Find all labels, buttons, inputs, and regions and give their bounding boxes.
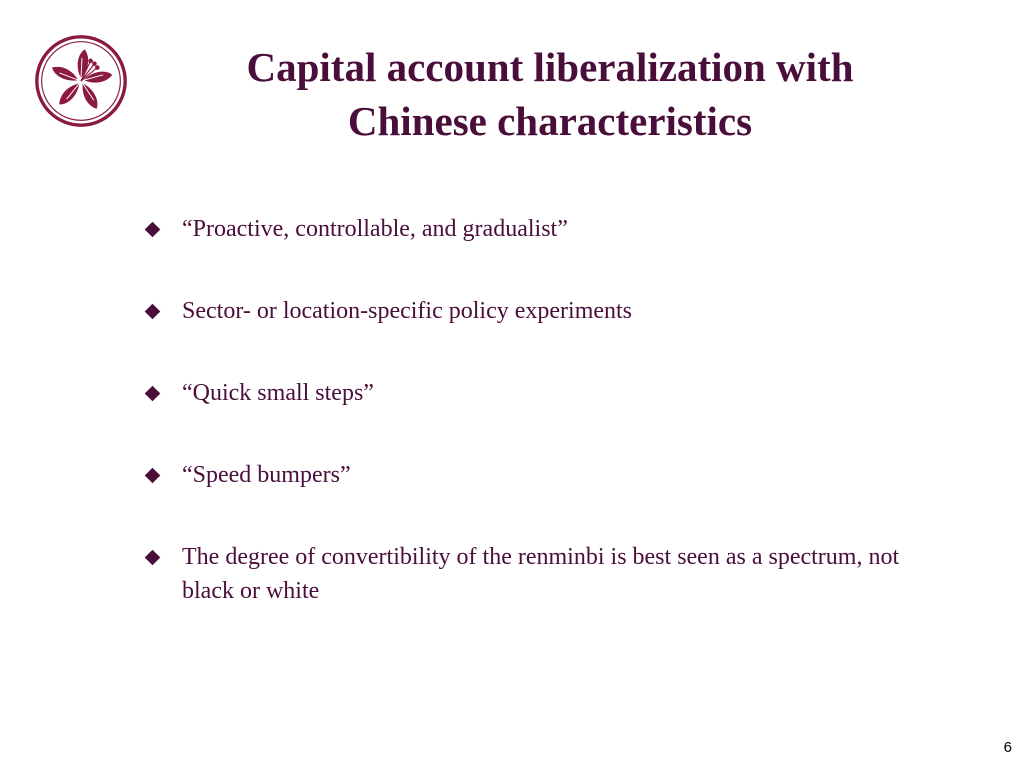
slide-title-line-1: Capital account liberalization with [246,44,854,90]
bullet-item [143,212,923,246]
bullet-item [143,458,923,492]
diamond-bullet-icon [145,550,161,566]
bullet-text: The degree of convertibility of the renminbi is best seen as a spectrum, not black or white [182,544,900,604]
bullet-text: “Quick small steps” [182,380,374,406]
bullet-item [143,376,923,410]
bullet-list [143,212,923,656]
diamond-bullet-icon [145,386,161,402]
diamond-bullet-icon [145,222,161,238]
bullet-item [143,540,923,608]
bullet-item [143,294,923,328]
slide-title-line-2: Chinese characteristics [347,98,753,144]
page-number: 6 [1003,739,1012,756]
bullet-text: “Proactive, controllable, and gradualist” [182,216,568,242]
bauhinia-flower-emblem-icon [33,33,129,129]
diamond-bullet-icon [145,468,161,484]
bullet-text: Sector- or location-specific policy experiments [182,298,633,324]
diamond-bullet-icon [145,304,161,320]
slide-title [150,40,950,148]
bullet-text: “Speed bumpers” [182,462,351,488]
